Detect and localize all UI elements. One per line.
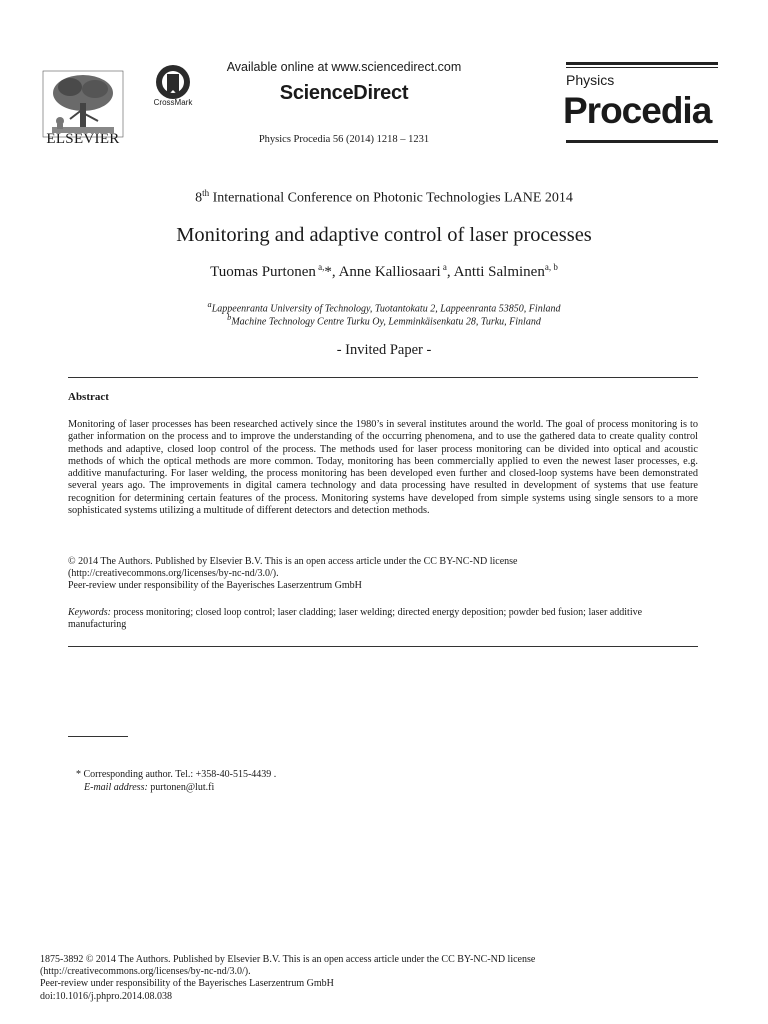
sciencedirect-logo: ScienceDirect [279, 82, 409, 104]
author-list: Tuomas Purtonen $^{a,}$*, Anne Kalliosaari $^a$, Antti Salminen$^{a, b}$ [210, 262, 558, 280]
license-line: © 2014 The Authors. Published by Elsevier B.V. This is an open access article under the CC BY-NC-ND license [68, 556, 518, 567]
email-link[interactable]: purtonen@lut.fi [150, 782, 215, 793]
footnote-rule [68, 736, 128, 737]
keywords-label: Keywords: [68, 607, 111, 618]
journal-logo-physics: Physics [566, 72, 615, 88]
conference-name: 8th International Conference on Photonic Technologies LANE 2014 [195, 188, 573, 206]
license-link[interactable]: (http://creativecommons.org/licenses/by-nc-nd/3.0/). [68, 568, 279, 580]
affiliation-a: $^a$Lappeenranta University of Technology, Tuotantokatu 2, Lappeenranta 53850, Finland [207, 300, 561, 315]
affiliation-b: $^b$Machine Technology Centre Turku Oy, Lemminkäisenkatu 28, Turku, Finland [227, 313, 541, 328]
footer-license: 1875-3892 © 2014 The Authors. Published by Elsevier B.V. This is an open access article under the CC BY-NC-ND license [40, 954, 536, 965]
abstract-bottom-rule [68, 646, 698, 647]
author-name: Tuomas Purtonen [210, 264, 316, 280]
license-block [68, 556, 698, 593]
available-online-link[interactable]: Available online at www.sciencedirect.com [226, 60, 462, 74]
author-name: Antti Salminen [453, 264, 545, 280]
author-name: Anne Kalliosaari [338, 264, 441, 280]
footer-peer-review: Peer-review under responsibility of the Bayerisches Laserzentrum GmbH [40, 978, 334, 990]
corresponding-author-note: * Corresponding author. Tel.: +358-40-515-4439 . [76, 769, 277, 780]
abstract-top-rule [68, 377, 698, 378]
footer-doi[interactable]: doi:10.1016/j.phpro.2014.08.038 [40, 990, 172, 1002]
footer-license-link[interactable]: (http://creativecommons.org/licenses/by-nc-nd/3.0/). [40, 966, 251, 978]
paper-title: Monitoring and adaptive control of laser processes [176, 224, 592, 246]
journal-reference: Physics Procedia 56 (2014) 1218 – 1231 [258, 134, 430, 145]
keywords-list: process monitoring; closed loop control; laser cladding; laser welding; directed energy deposition; powder bed fusion; laser additive manufacturing [68, 607, 643, 631]
email-note: E-mail address: purtonen@lut.fi [84, 782, 215, 793]
keywords [68, 607, 698, 631]
page-footer [40, 954, 680, 1003]
journal-logo-rule-thin [566, 67, 718, 68]
abstract-body: Monitoring of laser processes has been researched actively since the 1980’s in several institutes around the world. The goal of process monitoring is to gather information on the process and to improve the understanding of the occurring phenomena, and to use the gathered data to create quality control methods and adaptive, closed loop control of the process. The methods used for laser process monitoring can be divided into optical and acoustic methods of which the optical methods are more common. Today, monitoring has been commercially applied to even the newest laser processes, e.g. additive manufacturing. For laser welding, the process monitoring has been developed even further and closed-loop systems have been demonstrated several years ago. The improvements in digital camera technology and data processing have resulted in development of systems that use feature recognition for determining certain features of the process. Monitoring systems have developed from simple systems using single sensors to a more sophisticated systems utilizing a multitude of different detectors and detection methods. [68, 419, 698, 516]
publisher-name: ELSEVIER [46, 131, 120, 147]
abstract-heading: Abstract [68, 391, 109, 403]
journal-logo-rule-bottom [566, 140, 718, 143]
journal-logo-rule-top [566, 62, 718, 65]
peer-review-note: Peer-review under responsibility of the Bayerisches Laserzentrum GmbH [68, 580, 362, 592]
journal-logo-procedia: Procedia [563, 90, 712, 131]
crossmark-label: CrossMark [153, 98, 193, 107]
paper-type: - Invited Paper - [336, 342, 432, 358]
